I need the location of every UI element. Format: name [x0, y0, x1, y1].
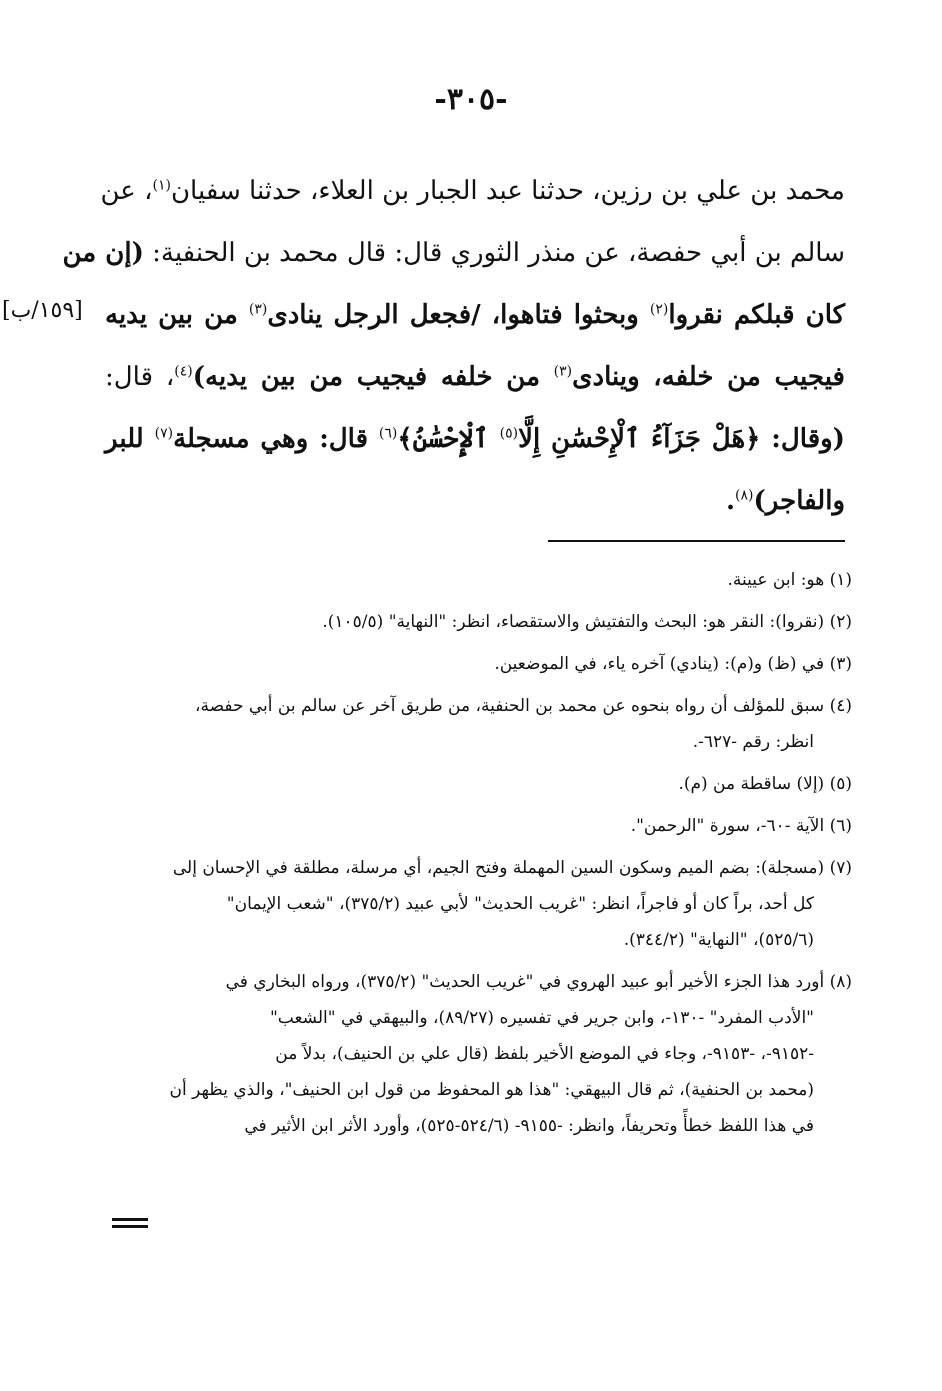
main-text-line — [105, 284, 845, 346]
main-text-line — [62, 222, 845, 284]
main-text-line — [105, 470, 845, 532]
footnote-line: (٣) في (ظ) و(م): (ينادي) آخره ياء، في الموضعين. — [494, 654, 852, 674]
footnote-line: (٤) سبق للمؤلف أن رواه بنحوه عن محمد بن الحنفية، من طريق آخر عن سالم بن أبي حفصة، — [195, 696, 852, 716]
footnote-line: -٩١٥٢-، -٩١٥٣-، وجاء في الموضع الأخير بلفظ (قال علي بن الحنيف)، بدلاً من — [275, 1044, 814, 1064]
footnote-line: (٨) أورد هذا الجزء الأخير أبو عبيد الهروي في "غريب الحديث" (٣٧٥/٢)، ورواه البخاري في — [225, 972, 852, 992]
footnote-line: (٥٢٥/٦)، "النهاية" (٣٤٤/٢). — [623, 930, 814, 950]
footnote-line: كل أحد، براً كان أو فاجراً، انظر: "غريب الحديث" لأبي عبيد (٣٧٥/٢)، "شعب الإيمان" — [226, 894, 814, 914]
text-run: ، قال: — [105, 362, 175, 392]
footnote-item — [110, 604, 852, 640]
bold-text-run: من بين يديه — [105, 300, 249, 330]
main-text-line — [105, 346, 845, 408]
footnote-line: (٧) (مسجلة): بضم الميم وسكون السين المهملة وفتح الجيم، أي مرسلة، مطلقة في الإحسان إلى — [172, 858, 852, 878]
bold-text-run: كان قبلكم نقروا — [668, 300, 845, 330]
footnote-ref: (٧) — [154, 425, 174, 442]
footnote-item — [110, 808, 852, 844]
main-text — [62, 160, 845, 532]
footnote-item — [110, 646, 852, 682]
text-run: . — [725, 486, 736, 516]
footnote-ref: (٢) — [649, 301, 669, 318]
footnote-item — [110, 688, 852, 760]
bold-text-run: وبحثوا فتاهوا، /فجعل الرجل ينادى — [267, 300, 650, 330]
page-number: -٣٠٥- — [434, 82, 508, 117]
footnote-ref: (٥) — [499, 425, 519, 442]
footnote-separator — [548, 540, 845, 542]
footnote-item — [110, 850, 852, 958]
footnote-line: في هذا اللفظ خطأً وتحريفاً، وانظر: -٩١٥٥- (٥٢٤/٦-٥٢٥)، وأورد الأثر ابن الأثير في — [244, 1116, 814, 1136]
quran-verse-run: ٱلْإِحْسَٰنُ﴾ — [397, 424, 500, 454]
footnote-ref: (٨) — [735, 487, 754, 504]
footnote-line: (٦) الآية -٦٠-، سورة "الرحمن". — [630, 816, 852, 836]
main-text-line — [105, 408, 845, 470]
bold-text-run: قال: وهي مسجلة — [173, 424, 379, 454]
quran-verse-run: (وقال: ﴿هَلْ جَزَآءُ ٱلْإِحْسَٰنِ إِلَّا — [518, 424, 845, 454]
footnote-line: (١) هو: ابن عيينة. — [727, 570, 852, 590]
footnote-line: (محمد بن الحنفية)، ثم قال البيهقي: "هذا هو المحفوظ من قول ابن الحنيف"، والذي يظهر أن — [169, 1080, 814, 1100]
footnote-line: "الأدب المفرد" -١٣٠-، وابن جرير في تفسيره (٨٩/٢٧)، والبيهقي في "الشعب" — [269, 1008, 814, 1028]
footnote-ref: (١) — [152, 177, 171, 194]
text-run: محمد بن علي بن رزين، حدثنا عبد الجبار بن العلاء، حدثنا سفيان — [170, 176, 845, 206]
bold-text-run: (إن من — [62, 238, 144, 268]
bold-text-run: من خلفه فيجيب من بين يديه) — [192, 362, 554, 392]
footnote-ref: (٤) — [174, 363, 193, 380]
footnote-line: انظر: رقم -٦٢٧-. — [692, 732, 814, 752]
bold-text-run: للبر — [105, 424, 155, 454]
manuscript-folio-ref: [١٥٩/ب] — [2, 298, 83, 323]
bold-text-run: فيجيب من خلفه، وينادى — [572, 362, 845, 392]
continued-mark — [112, 1218, 148, 1232]
text-run: سالم بن أبي حفصة، عن منذر الثوري قال: قال محمد بن الحنفية: — [152, 238, 845, 268]
footnote-line: (٢) (نقروا): النقر هو: البحث والتفتيش والاستقصاء، انظر: "النهاية" (١٠٥/٥). — [322, 612, 852, 632]
footnote-item — [110, 562, 852, 598]
footnotes — [110, 562, 852, 1150]
footnote-item — [110, 964, 852, 1144]
footnote-ref: (٣) — [248, 301, 268, 318]
footnote-ref: (٣) — [553, 363, 573, 380]
footnote-item — [110, 766, 852, 802]
main-text-line — [100, 160, 845, 222]
footnote-ref: (٦) — [378, 425, 398, 442]
text-run: ، عن — [100, 176, 153, 206]
footnote-line: (٥) (إلا) ساقطة من (م). — [678, 774, 852, 794]
bold-text-run: والفاجر) — [753, 486, 845, 516]
